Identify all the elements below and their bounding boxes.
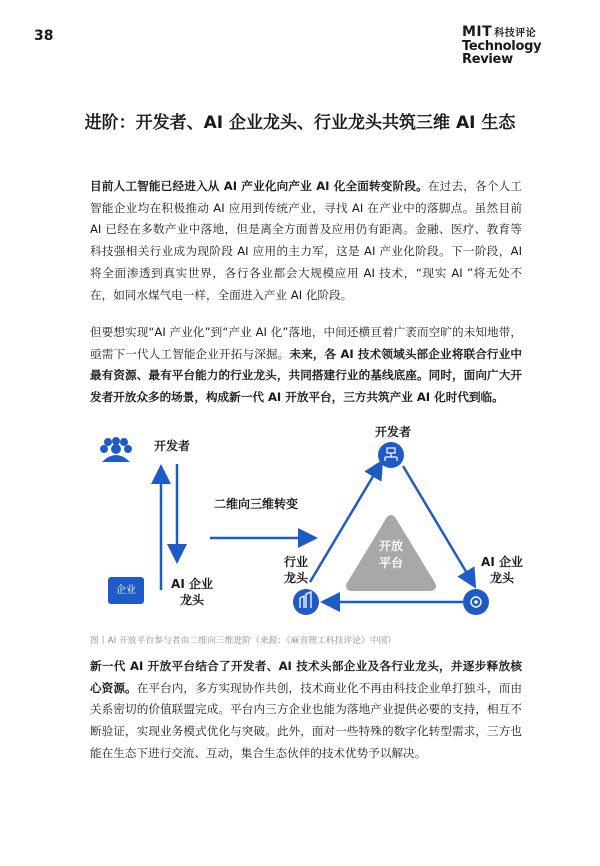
ecosystem-diagram [90, 425, 530, 630]
left-node-label-line1: 行业 [283, 555, 308, 569]
ai-enterprise-label [162, 576, 222, 608]
paragraph-3-text: 在平台内，多方实现协作共创，技术商业化不再由科技企业单打独斗，而由关系密切的价值联盟完成。平台内三方企业也能为落地产业提供必要的支持，相互不断验证，实现业务模式优化与突破。此外，面对一些特殊的数字化转型需求，三方也能在生态下进行交流、互动，集合生态伙伴的技术优势予以解决。 [90, 680, 522, 760]
paragraph-2 [90, 322, 522, 409]
paragraph-1 [90, 176, 522, 306]
page-number: 38 [34, 28, 54, 44]
paragraph-1-bold: 目前人工智能已经进入从 AI 产业化向产业 AI 化全面转变阶段。 [90, 179, 428, 193]
left-node-label-line2: 龙头 [283, 571, 308, 585]
page-title: 进阶：开发者、AI 企业龙头、行业龙头共筑三维 AI 生态 [84, 113, 516, 133]
center-label-line2: 平台 [378, 556, 403, 570]
logo-cn: 科技评论 [494, 28, 537, 39]
paragraph-3 [90, 656, 522, 765]
right-node-label [474, 554, 530, 586]
node-top-icon [378, 442, 404, 468]
paragraph-2-text: 但要想实现“AI 产业化”到“产业 AI 化”落地，中间还横亘着广袤而空旷的未知地带，亟需下一代人工智能企业开拓与深掘。 [90, 325, 522, 361]
paragraph-1-text: 在过去，各个人工智能企业均在积极推动 AI 应用到传统产业，寻找 AI 在产业中的落脚点。虽然目前 AI 已经在多数产业中落地，但是离全方面普及应用仍有距离。金融、医疗、教育等科技强相关行业成为现阶段 AI 应用的主力军，这是 AI 产业化阶段。下一阶段，AI 将全面渗透到真实世界，各行各业都会大规模应用 AI 技术，“现实 AI ”将无处不在，如同水煤气电一样，全面进入产业 AI 化阶段。 [90, 179, 522, 302]
paragraph-2-bold: 未来，各 AI 技术领域头部企业将联合行业中最有资源、最有平台能力的行业龙头，共同搭建行业的基线底座。同时，面向广大开发者开放众多的场景，构成新一代 AI 开放平台，三方共筑产业 AI 化时代到临。 [90, 346, 522, 405]
right-node-label-line2: 龙头 [489, 571, 514, 585]
ai-enterprise-label-line2: 龙头 [179, 593, 204, 607]
transition-label: 二维向三维转变 [214, 497, 299, 511]
left-node-label [274, 554, 318, 586]
node-left-icon [293, 589, 319, 615]
center-label-line1: 开放 [378, 539, 403, 553]
people-group-icon [100, 437, 132, 462]
top-node-label: 开发者 [374, 425, 411, 439]
mit-technology-review-logo [462, 26, 542, 66]
logo-review: Review [462, 52, 513, 67]
center-label [371, 538, 411, 572]
ai-enterprise-label-line1: AI 企业 [171, 577, 213, 591]
figure-caption: 图丨AI 开放平台参与者由二维向三维进阶（来源：《麻省理工科技评论》中国） [90, 636, 397, 646]
logo-technology: Technology [462, 39, 542, 54]
enterprise-badge: 企业 [108, 577, 144, 604]
right-node-label-line1: AI 企业 [481, 555, 523, 569]
developer-label: 开发者 [154, 439, 191, 453]
logo-mit: MIT [462, 24, 493, 40]
paragraph-3-bold: 新一代 AI 开放平台结合了开发者、AI 技术头部企业及各行业龙头，并逐步释放核心资源。 [90, 659, 522, 695]
node-right-icon [463, 589, 489, 615]
diagram-graphics [90, 430, 530, 630]
